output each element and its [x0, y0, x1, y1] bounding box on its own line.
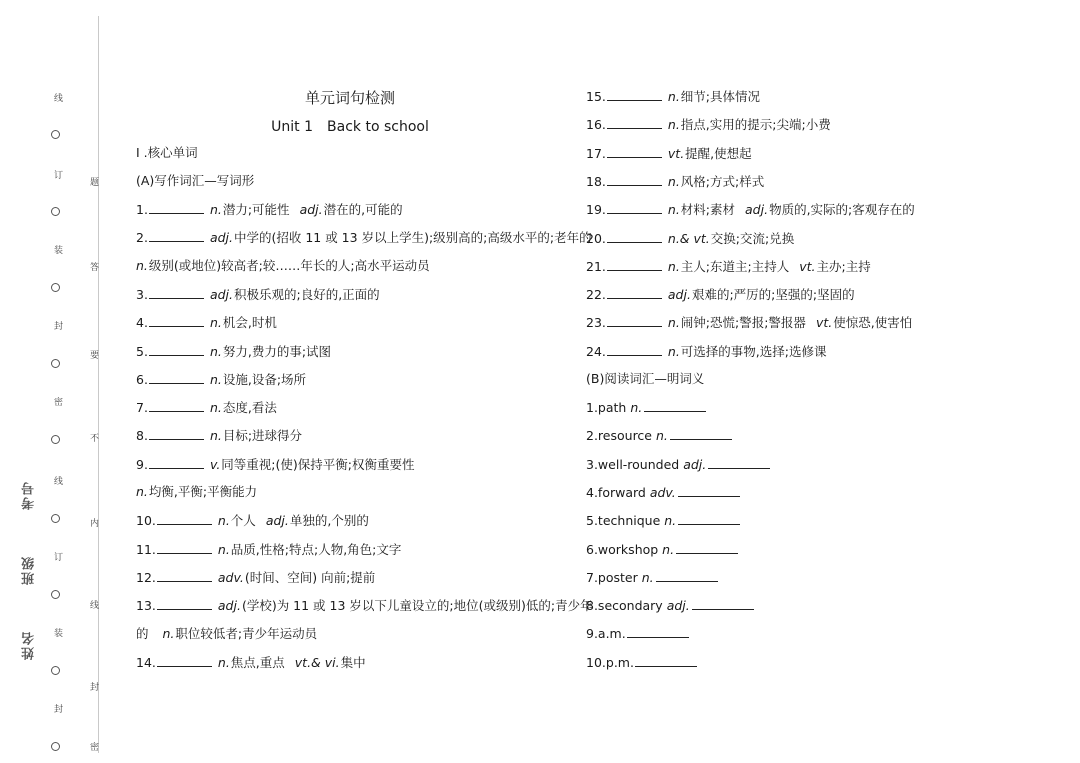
item-number: 20.: [586, 230, 606, 246]
answer-blank[interactable]: [157, 654, 212, 667]
answer-blank[interactable]: [149, 371, 204, 384]
binding-margin-line: [98, 16, 99, 753]
part-of-speech: adj.: [209, 230, 233, 246]
answer-blank[interactable]: [157, 569, 212, 582]
left-item-line: [136, 456, 414, 473]
item-number: 19.: [586, 202, 606, 218]
right-item-line: [586, 116, 831, 133]
answer-blank[interactable]: [607, 230, 662, 243]
definition-text: (学校)为 11 或 13 岁以下儿童设立的;地位(或级别)低的;青少年: [241, 598, 593, 614]
definition-text: 职位较低者;青少年运动员: [175, 625, 318, 641]
definition-text: 潜在的,可能的: [323, 202, 403, 217]
item-number: 1.: [136, 202, 148, 217]
definition-text: 细节;具体情况: [680, 89, 761, 104]
part-of-speech: adj.: [666, 598, 690, 614]
part-of-speech: adj.: [745, 202, 769, 218]
reading-word: 3.well-rounded: [586, 456, 684, 472]
answer-blank[interactable]: [157, 512, 212, 525]
answer-blank[interactable]: [607, 258, 662, 271]
answer-blank[interactable]: [607, 88, 662, 101]
right-item-line: [586, 314, 912, 331]
item-number: 23.: [586, 315, 606, 331]
binding-margin-char: 封: [88, 682, 98, 691]
definition-text: 均衡,平衡;平衡能力: [148, 484, 258, 499]
reading-word: 5.technique: [586, 513, 665, 529]
left-item-line: [136, 512, 369, 529]
answer-blank[interactable]: [656, 569, 718, 582]
answer-blank[interactable]: [149, 314, 204, 327]
binding-hole-circle: [51, 283, 60, 292]
left-item-line: [136, 201, 403, 218]
part-of-speech: n.: [667, 315, 680, 331]
item-number: 21.: [586, 258, 606, 274]
part-of-speech: n.: [136, 484, 148, 499]
definition-text: (时间、空间) 向前;提前: [244, 569, 376, 585]
answer-blank[interactable]: [149, 427, 204, 440]
binding-margin-char: 封: [52, 704, 62, 713]
part-of-speech: n.: [209, 371, 222, 387]
answer-blank[interactable]: [149, 229, 204, 242]
part-of-speech: n.: [664, 513, 677, 529]
item-number: 16.: [586, 117, 606, 133]
left-item-line: [136, 626, 317, 642]
reading-item-line: [586, 569, 724, 586]
definition-text: 同等重视;(使)保持平衡;权衡重要性: [221, 456, 415, 472]
part-of-speech: n.: [217, 654, 230, 670]
definition-text: 设施,设备;场所: [222, 371, 307, 387]
binding-margin-char: 订: [52, 552, 62, 561]
reading-item-line: [586, 625, 695, 642]
part-of-speech: n.: [662, 541, 675, 557]
item-number: 12.: [136, 569, 156, 585]
left-item-line: [136, 258, 430, 274]
part-of-speech: n.: [641, 569, 654, 585]
right-item-line: [586, 258, 871, 275]
part-of-speech: n.: [630, 400, 643, 415]
item-number: 10.: [136, 513, 156, 529]
reading-word: 2.resource: [586, 428, 656, 444]
answer-blank[interactable]: [708, 456, 770, 469]
part-of-speech: vt.: [799, 258, 816, 274]
page-subtitle: Unit 1 Back to school: [271, 119, 429, 135]
binding-hole-circle: [51, 742, 60, 751]
definition-text: 主办;主持: [816, 258, 871, 274]
definition-text: 积极乐观的;良好的,正面的: [233, 286, 380, 302]
definition-text: 主人;东道主;主持人: [680, 258, 790, 274]
binding-margin-char: 线: [88, 600, 98, 609]
left-item-line: [136, 343, 331, 360]
reading-item-line: [586, 541, 744, 558]
name-label: 姓名: [22, 630, 37, 660]
reading-item-line: [586, 484, 746, 501]
item-number: 2.: [136, 230, 148, 246]
item-number: 8.: [136, 428, 148, 444]
answer-blank[interactable]: [607, 201, 662, 214]
binding-margin-char: 密: [52, 397, 62, 406]
reading-item-line: [586, 456, 776, 473]
part-of-speech: n.: [162, 625, 175, 641]
exam-number-label: 考号: [22, 480, 37, 510]
part-a-heading: (A)写作词汇—写词形: [136, 173, 255, 188]
part-of-speech: n.: [209, 315, 222, 331]
left-item-line: [136, 229, 592, 246]
item-number: 24.: [586, 343, 606, 359]
definition-text: 风格;方式;样式: [680, 173, 765, 189]
reading-word: 10.p.m.: [586, 654, 634, 670]
definition-text: 潜力;可能性: [222, 202, 290, 217]
answer-blank[interactable]: [670, 427, 732, 440]
item-number: 5.: [136, 343, 148, 359]
part-of-speech: adj.: [217, 598, 241, 614]
answer-blank[interactable]: [635, 654, 697, 667]
binding-margin-char: 线: [52, 476, 62, 485]
definition-text: 使惊恐,使害怕: [833, 315, 913, 331]
binding-margin-char: 要: [88, 350, 98, 359]
definition-text: 提醒,使想起: [685, 145, 752, 161]
part-of-speech: adj.: [209, 286, 233, 302]
binding-margin-char: 不: [88, 433, 98, 442]
binding-margin-char: 内: [88, 518, 98, 527]
part-of-speech: adv.: [217, 569, 244, 585]
answer-blank[interactable]: [607, 145, 662, 158]
definition-text: 的: [136, 625, 153, 641]
part-of-speech: n.& vt.: [667, 230, 710, 246]
left-item-line: [136, 314, 277, 331]
answer-blank[interactable]: [644, 399, 706, 412]
part-of-speech: n.: [667, 258, 680, 274]
answer-blank[interactable]: [692, 597, 754, 610]
section-heading: Ⅰ .核心单词: [136, 145, 198, 160]
answer-blank[interactable]: [157, 597, 212, 610]
binding-margin-char: 线: [52, 93, 62, 102]
answer-blank[interactable]: [607, 116, 662, 129]
left-item-line: [136, 597, 593, 614]
definition-text: 目标;进球得分: [222, 428, 303, 444]
item-number: 11.: [136, 541, 156, 557]
definition-text: 努力,费力的事;试图: [222, 343, 332, 359]
definition-text: 态度,看法: [222, 400, 277, 416]
definition-text: 品质,性格;特点;人物,角色;文字: [230, 541, 402, 557]
part-of-speech: vt.: [815, 315, 833, 331]
part-of-speech: n.: [655, 428, 668, 444]
right-item-line: [586, 201, 915, 218]
definition-text: 中学的(招收 11 或 13 岁以上学生);级别高的;高级水平的;老年的: [233, 230, 592, 246]
right-item-line: [586, 343, 826, 360]
part-of-speech: n.: [667, 89, 680, 104]
part-of-speech: vt.& vi.: [294, 654, 340, 670]
part-of-speech: adj.: [265, 513, 289, 529]
reading-word: 6.workshop: [586, 541, 663, 557]
item-number: 13.: [136, 598, 156, 614]
left-item-line: [136, 399, 277, 416]
definition-text: 机会,时机: [222, 315, 277, 331]
left-item-line: [136, 371, 306, 388]
definition-text: 集中: [340, 654, 366, 670]
answer-blank[interactable]: [678, 512, 740, 525]
item-number: 18.: [586, 173, 606, 189]
part-of-speech: vt.: [667, 145, 685, 161]
definition-text: 闹钟;恐慌;警报;警报器: [680, 315, 806, 331]
definition-text: 艰难的;严厉的;坚强的;坚固的: [691, 287, 855, 303]
right-item-line: [586, 88, 760, 105]
item-number: 6.: [136, 371, 148, 387]
binding-margin-char: 题: [88, 177, 98, 186]
definition-text: 材料;素材: [680, 202, 736, 218]
left-item-line: [136, 286, 380, 303]
item-number: 15.: [586, 89, 606, 104]
answer-blank[interactable]: [607, 286, 662, 299]
reading-item-line: [586, 427, 738, 444]
reading-item-line: [586, 597, 760, 614]
item-number: 7.: [136, 400, 148, 416]
part-of-speech: adj.: [683, 456, 707, 472]
part-of-speech: n.: [209, 202, 222, 217]
part-of-speech: n.: [667, 173, 680, 189]
part-of-speech: adj.: [667, 287, 691, 303]
definition-text: 级别(或地位)较高者;较……年长的人;高水平运动员: [148, 257, 430, 273]
part-of-speech: n.: [217, 513, 230, 529]
right-item-line: [586, 145, 752, 162]
binding-margin-char: 订: [52, 170, 62, 179]
item-number: 9.: [136, 456, 148, 472]
part-of-speech: n.: [667, 343, 680, 359]
part-of-speech: n.: [209, 428, 222, 444]
item-number: 4.: [136, 315, 148, 331]
left-item-line: [136, 427, 302, 444]
item-number: 22.: [586, 287, 606, 303]
answer-blank[interactable]: [607, 314, 662, 327]
item-number: 3.: [136, 286, 148, 302]
binding-margin-char: 装: [52, 245, 62, 254]
binding-margin-char: 密: [88, 742, 98, 751]
definition-text: 指点,实用的提示;尖端;小费: [680, 117, 831, 133]
answer-blank[interactable]: [676, 541, 738, 554]
reading-word: 4.forward: [586, 484, 650, 500]
definition-text: 交换;交流;兑换: [710, 230, 795, 246]
left-item-line: [136, 569, 375, 586]
binding-hole-circle: [51, 666, 60, 675]
definition-text: 个人: [230, 513, 256, 529]
reading-item-line: [586, 399, 712, 416]
reading-word: 7.poster: [586, 569, 642, 585]
answer-blank[interactable]: [149, 343, 204, 356]
page-title: 单元词句检测: [304, 89, 395, 107]
part-b-heading: (B)阅读词汇—明词义: [586, 371, 705, 386]
binding-margin-char: 装: [52, 628, 62, 637]
class-label: 班级: [22, 555, 37, 585]
reading-word: 9.a.m.: [586, 626, 626, 642]
answer-blank[interactable]: [149, 399, 204, 412]
part-of-speech: n.: [667, 117, 680, 133]
definition-text: 单独的,个别的: [289, 513, 369, 529]
binding-margin-char: 封: [52, 321, 62, 330]
answer-blank[interactable]: [607, 173, 662, 186]
answer-blank[interactable]: [157, 541, 212, 554]
answer-blank[interactable]: [627, 625, 689, 638]
reading-item-line: [586, 512, 746, 529]
part-of-speech: adj.: [299, 202, 323, 217]
binding-hole-circle: [51, 435, 60, 444]
right-item-line: [586, 173, 764, 190]
binding-hole-circle: [51, 359, 60, 368]
answer-blank[interactable]: [607, 343, 662, 356]
binding-hole-circle: [51, 207, 60, 216]
item-number: 14.: [136, 654, 156, 670]
right-item-line: [586, 286, 855, 303]
binding-hole-circle: [51, 130, 60, 139]
part-of-speech: n.: [667, 202, 680, 218]
left-item-line: [136, 541, 401, 558]
definition-text: 可选择的事物,选择;选修课: [680, 343, 827, 359]
left-item-line: [136, 654, 366, 671]
binding-margin-char: 答: [88, 262, 98, 271]
definition-text: 物质的,实际的;客观存在的: [769, 202, 915, 218]
definition-text: 焦点,重点: [230, 654, 285, 670]
item-number: 17.: [586, 145, 606, 161]
reading-word: 1.path: [586, 400, 631, 415]
part-of-speech: v.: [209, 456, 221, 472]
reading-word: 8.secondary: [586, 598, 667, 614]
part-of-speech: n.: [217, 541, 230, 557]
left-item-line: [136, 484, 257, 500]
reading-item-line: [586, 654, 703, 671]
part-of-speech: n.: [209, 343, 222, 359]
part-of-speech: adv.: [649, 484, 676, 500]
binding-hole-circle: [51, 590, 60, 599]
answer-blank[interactable]: [149, 456, 204, 469]
answer-blank[interactable]: [149, 286, 204, 299]
binding-hole-circle: [51, 514, 60, 523]
answer-blank[interactable]: [678, 484, 740, 497]
answer-blank[interactable]: [149, 201, 204, 214]
right-item-line: [586, 230, 794, 247]
part-of-speech: n.: [136, 257, 148, 273]
part-of-speech: n.: [209, 400, 222, 416]
